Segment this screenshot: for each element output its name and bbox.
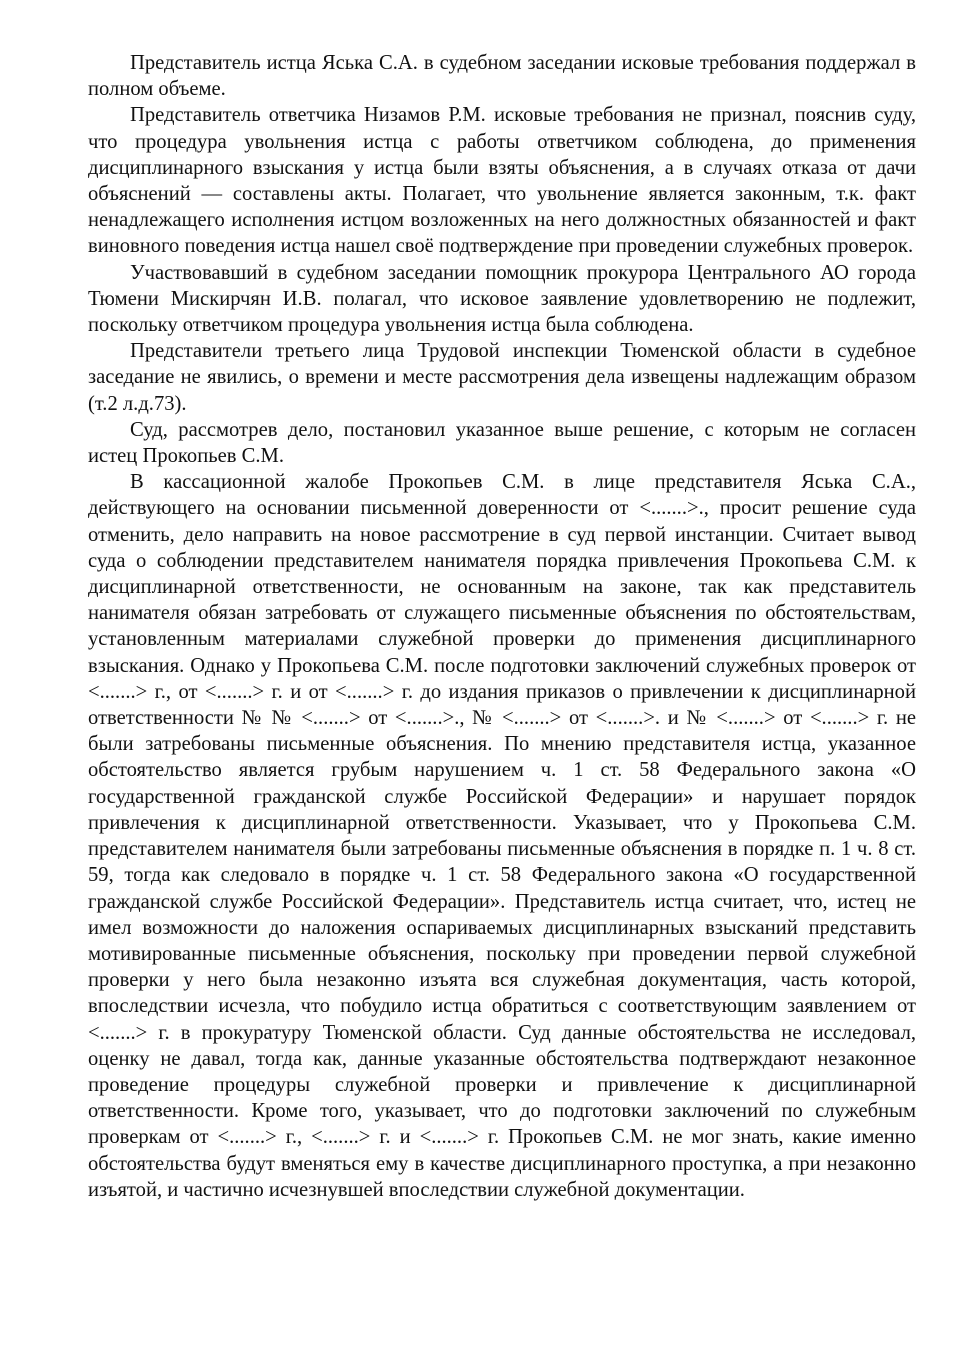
document-body: [88, 50, 916, 1203]
paragraph-prosecutor-assistant: Участвовавший в судебном заседании помощник прокурора Центрального АО города Тюмени Мискирчян И.В. полагал, что исковое заявление удовлетворению не подлежит, поскольку ответчиком процедура увольнения истца была соблюдена.: [88, 261, 916, 337]
paragraph-cassation-appeal: В кассационной жалобе Прокопьев С.М. в лице представителя Яська С.А., действующего на основании письменной доверенности от <.......>., просит решение суда отменить, дело направить на новое рассмотрение в суд первой инстанции. Считает вывод суда о соблюдении представителем нанимателя порядка привлечения Прокопьева С.М. к дисциплинарной ответственности, не основанным на законе, так как представитель нанимателя обязан затребовать от служащего письменные объяснения по обстоятельствам, установленным материалами служебной проверки до применения дисциплинарного взыскания. Однако у Прокопьева С.М. после подготовки заключений служебных проверок от <.......> г., от <.......> г. и от <.......> г. до издания приказов о привлечении к дисциплинарной ответственности № № <.......> от <.......>., № <.......> от <.......>. и № <.......> от <.......> г. не были затребованы письменные объяснения. По мнению представителя истца, указанное обстоятельство является грубым нарушением ч. 1 ст. 58 Федерального закона «О государственной гражданской службе Российской Федерации» и нарушает порядок привлечения к дисциплинарной ответственности. Указывает, что у Прокопьева С.М. представителем нанимателя были затребованы письменные объяснения в порядке п. 1 ч. 8 ст. 59, тогда как следовало в порядке ч. 1 ст. 58 Федерального закона «О государственной гражданской службе Российской Федерации». Представитель истца считает, что, истец не имел возможности до наложения оспариваемых дисциплинарных взысканий представить мотивированные письменные объяснения, поскольку при проведении первой служебной проверки у него была незаконно изъята вся служебная документация, часть которой, впоследствии исчезла, что побудило истца обратиться с соответствующим заявлением от <.......> г. в прокуратуру Тюменской области. Суд данные обстоятельства не исследовал, оценку не давал, тогда как, данные указанные обстоятельства подтверждают незаконное проведение процедуры служебной проверки и привлечение к дисциплинарной ответственности. Кроме того, указывает, что до подготовки заключений по служебным проверкам от <.......> г., <.......> г. и <.......> г. Прокопьев С.М. не мог знать, какие именно обстоятельства будут вменяться ему в качестве дисциплинарного проступка, а при незаконно изъятой, и частично исчезнувшей впоследствии служебной документации.: [88, 471, 916, 1201]
paragraph-third-party: Представители третьего лица Трудовой инспекции Тюменской области в судебное заседание не явились, о времени и месте рассмотрения дела извещены надлежащим образом (т.2 л.д.73).: [88, 340, 916, 415]
paragraph-plaintiff-representative: Представитель истца Яська С.А. в судебном заседании исковые требования поддержал в полном объеме.: [88, 52, 916, 101]
paragraph-court-decision: Суд, рассмотрев дело, постановил указанное выше решение, с которым не согласен истец Прокопьев С.М.: [88, 418, 916, 468]
paragraph-defendant-representative: Представитель ответчика Низамов Р.М. исковые требования не признал, пояснив суду, что процедура увольнения истца с работы ответчиком соблюдена, до применения дисциплинарного взыскания у истца были взяты объяснения, а в случаях отказа от дачи объяснений — составлены акты. Полагает, что увольнение является законным, т.к. факт ненадлежащего исполнения истцом возложенных на него должностных обязанностей и факт виновного поведения истца нашел своё подтверждение при проведении служебных проверок.: [88, 104, 916, 258]
